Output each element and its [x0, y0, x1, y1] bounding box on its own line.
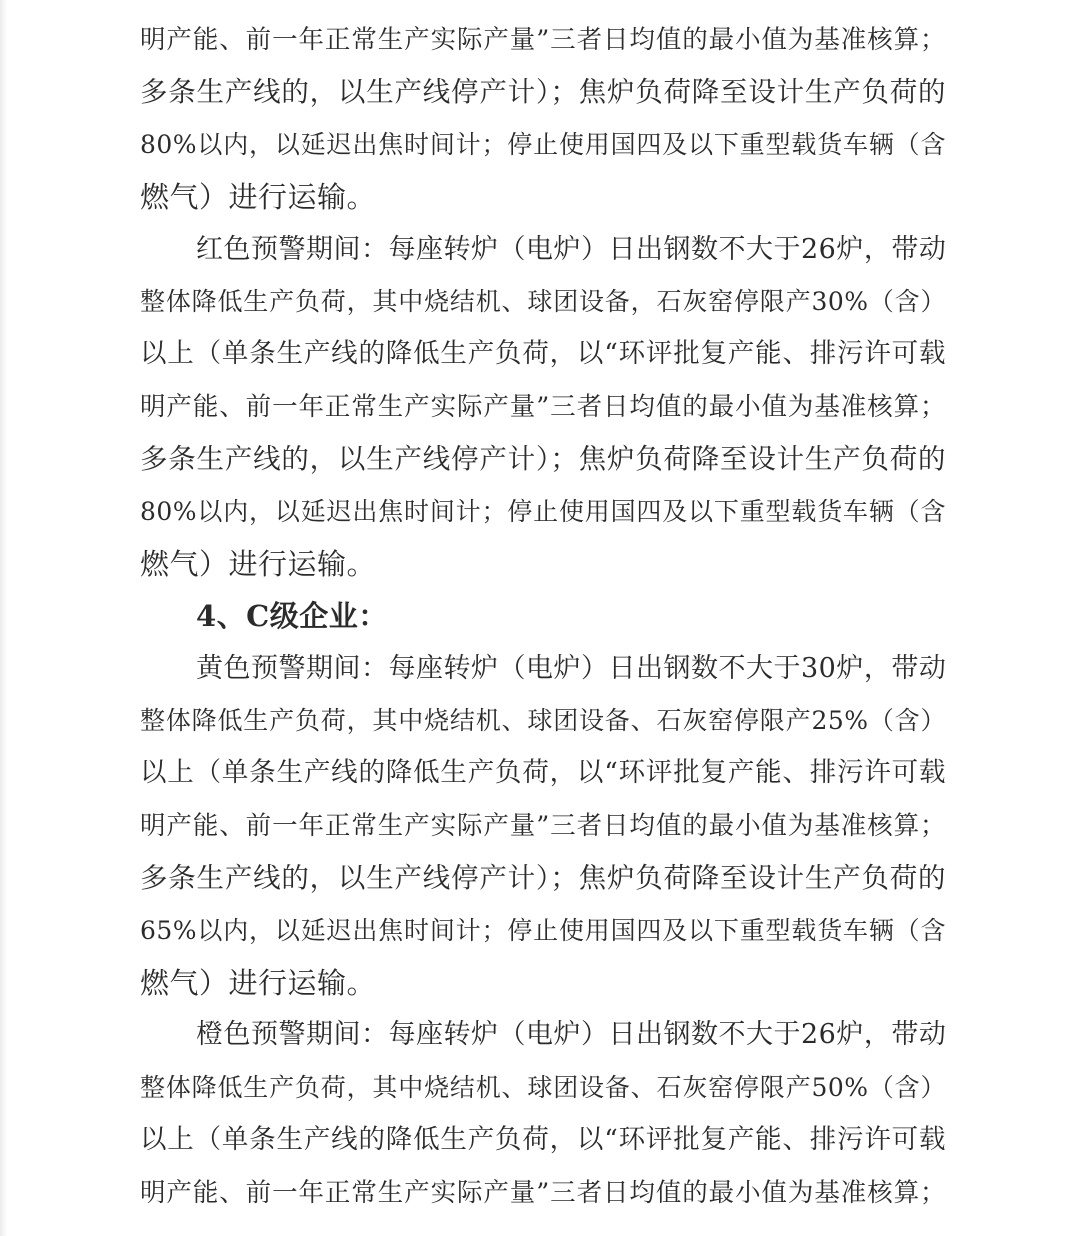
text-line: 以上（单条生产线的降低生产负荷，以“环评批复产能、排污许可载 [140, 757, 946, 789]
text-line: 多条生产线的，以生产线停产计）；焦炉负荷降至设计生产负荷的 [140, 76, 946, 109]
text-line: 明产能、前一年正常生产实际产量”三者日均值的最小值为基准核算； [140, 25, 946, 55]
text-line: 多条生产线的，以生产线停产计）；焦炉负荷降至设计生产负荷的 [140, 443, 946, 476]
section-heading-c-level: 4、C级企业： [196, 599, 388, 634]
red-warning-paragraph-start: 红色预警期间：每座转炉（电炉）日出钢数不大于26炉，带动 [196, 233, 947, 265]
text-line: 80%以内，以延迟出焦时间计；停止使用国四及以下重型载货车辆（含 [140, 496, 946, 526]
text-line: 燃气）进行运输。 [140, 546, 377, 581]
text-line: 以上（单条生产线的降低生产负荷，以“环评批复产能、排污许可载 [140, 1124, 946, 1156]
text-line: 65%以内，以延迟出焦时间计；停止使用国四及以下重型载货车辆（含 [140, 915, 946, 945]
scan-edge [0, 0, 7, 1236]
text-line: 明产能、前一年正常生产实际产量”三者日均值的最小值为基准核算； [140, 391, 946, 422]
text-line: 燃气）进行运输。 [140, 966, 377, 1001]
text-line: 以上（单条生产线的降低生产负荷，以“环评批复产能、排污许可载 [140, 338, 946, 370]
text-line: 多条生产线的，以生产线停产计）；焦炉负荷降至设计生产负荷的 [140, 862, 946, 895]
text-line: 明产能、前一年正常生产实际产量”三者日均值的最小值为基准核算； [140, 1177, 946, 1208]
text-line: 整体降低生产负荷，其中烧结机、球团设备，石灰窑停限产30%（含） [140, 286, 946, 316]
text-line: 整体降低生产负荷，其中烧结机、球团设备、石灰窑停限产50%（含） [140, 1072, 946, 1102]
text-line: 燃气）进行运输。 [140, 180, 377, 215]
text-line: 明产能、前一年正常生产实际产量”三者日均值的最小值为基准核算； [140, 810, 946, 841]
yellow-warning-paragraph-start: 黄色预警期间：每座转炉（电炉）日出钢数不大于30炉，带动 [196, 652, 947, 684]
orange-warning-paragraph-start: 橙色预警期间：每座转炉（电炉）日出钢数不大于26炉，带动 [196, 1019, 947, 1051]
text-line: 整体降低生产负荷，其中烧结机、球团设备、石灰窑停限产25%（含） [140, 706, 946, 736]
document-body [140, 14, 946, 1219]
text-line: 80%以内，以延迟出焦时间计；停止使用国四及以下重型载货车辆（含 [140, 129, 946, 159]
